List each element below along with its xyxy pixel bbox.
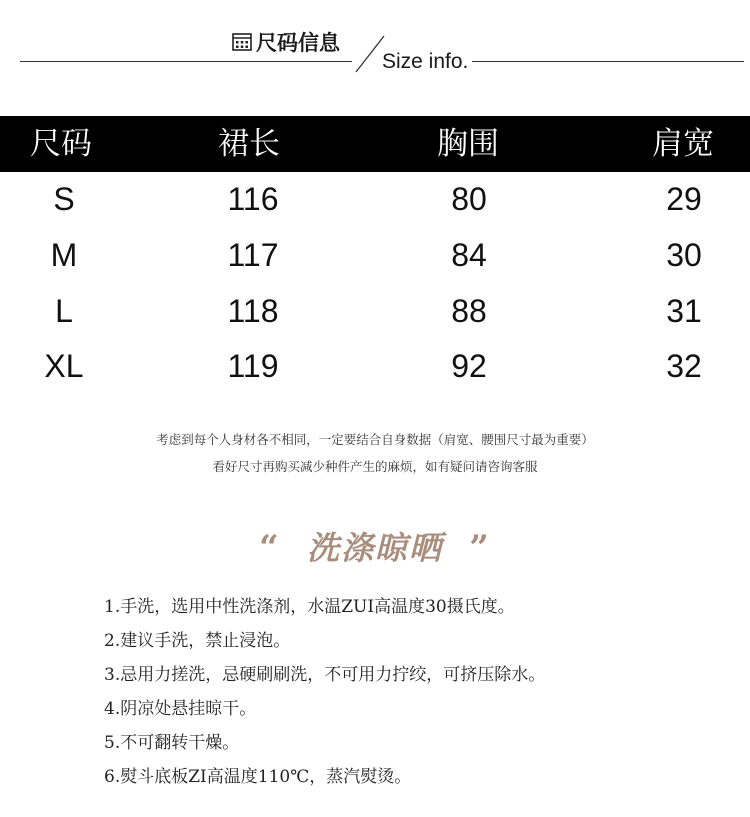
header-divider-left <box>20 61 352 62</box>
grid-icon <box>232 33 252 51</box>
list-item: 2.建议手洗，禁止浸泡。 <box>104 631 291 651</box>
table-row <box>0 283 750 339</box>
col-header-length: 裙长 <box>218 126 280 162</box>
cell-shoulder: 29 <box>666 181 702 217</box>
size-table-header <box>0 116 750 172</box>
col-header-bust: 胸围 <box>437 126 499 162</box>
cell-size: S <box>53 181 75 217</box>
title-cn-text: 尺码信息 <box>256 31 340 55</box>
cell-size: L <box>55 293 73 329</box>
cell-bust: 92 <box>451 348 487 384</box>
care-instructions-list <box>104 590 724 794</box>
size-info-header <box>0 0 750 90</box>
size-note-line-2: 看好尺寸再购买减少种件产生的麻烦，如有疑问请咨询客服 <box>212 459 538 474</box>
cell-bust: 80 <box>451 181 487 217</box>
close-quote: ” <box>469 528 491 568</box>
table-row <box>0 171 750 227</box>
cell-length: 116 <box>227 181 279 217</box>
list-item: 6.熨斗底板ZI高温度110℃，蒸汽熨烫。 <box>104 767 412 787</box>
care-section-title <box>0 520 750 576</box>
cell-shoulder: 30 <box>666 237 702 273</box>
cell-length: 117 <box>227 237 279 273</box>
col-header-size: 尺码 <box>30 126 92 162</box>
list-item: 3.忌用力搓洗，忌硬刷刷洗，不可用力拧绞，可挤压除水。 <box>104 665 546 685</box>
header-divider-right <box>472 61 744 62</box>
open-quote: “ <box>259 528 281 568</box>
cell-shoulder: 31 <box>666 293 702 329</box>
cell-bust: 88 <box>451 293 487 329</box>
size-info-title-en: Size info. <box>382 50 469 73</box>
cell-length: 118 <box>227 293 279 329</box>
care-title-text: 洗涤晾晒 <box>306 529 443 567</box>
table-row <box>0 338 750 394</box>
size-note-line-1: 考虑到每个人身材各不相同，一定要结合自身数据（肩宽、腰围尺寸最为重要） <box>156 432 594 447</box>
list-item: 4.阴凉处悬挂晾干。 <box>104 699 257 719</box>
col-header-shoulder: 肩宽 <box>652 126 714 162</box>
cell-bust: 84 <box>451 237 487 273</box>
size-info-title-cn <box>232 28 340 56</box>
cell-size: XL <box>44 348 84 384</box>
cell-size: M <box>50 237 78 273</box>
list-item: 1.手洗，选用中性洗涤剂，水温ZUI高温度30摄氏度。 <box>104 597 515 617</box>
cell-shoulder: 32 <box>666 348 702 384</box>
table-row <box>0 227 750 283</box>
cell-length: 119 <box>227 348 279 384</box>
list-item: 5.不可翻转干燥。 <box>104 733 240 753</box>
